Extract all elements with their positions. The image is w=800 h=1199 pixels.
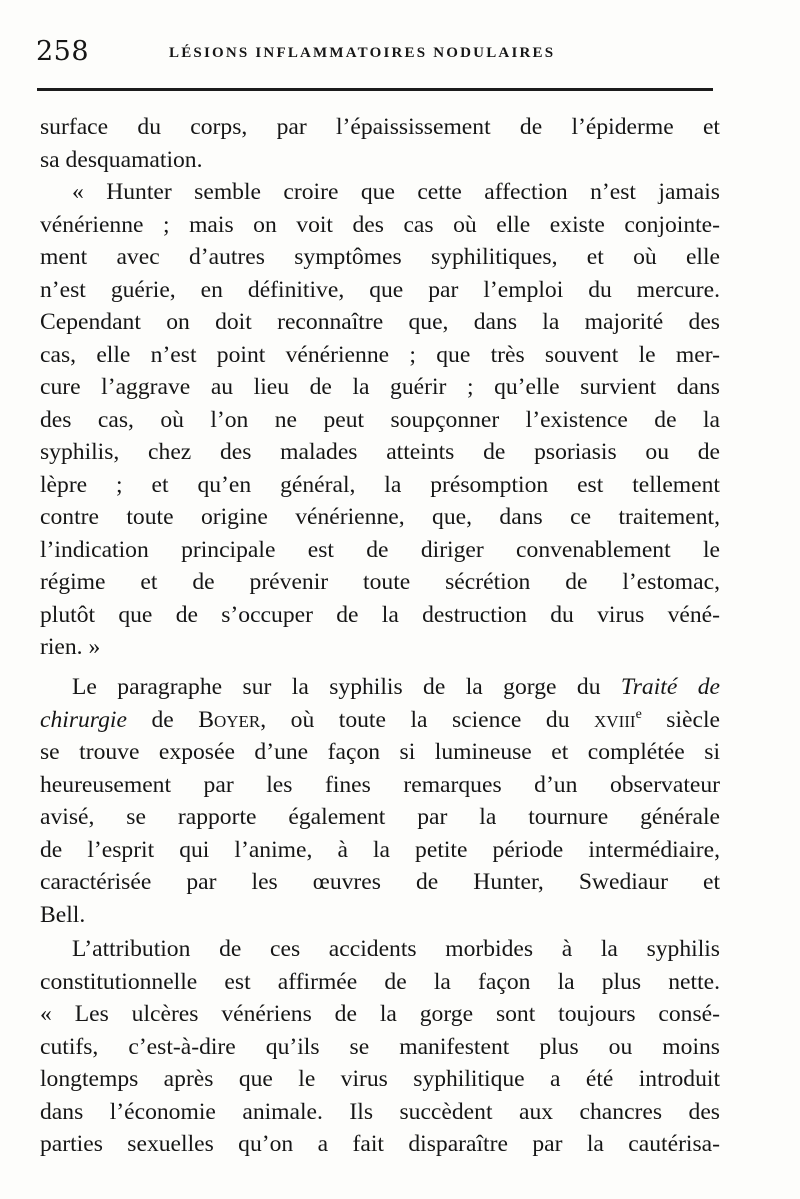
author-name: Boyer — [198, 706, 261, 733]
text-line: heureusement par les fines remarques d’un observateur — [40, 771, 720, 798]
text-line: L’attribution de ces accidents morbides à la syphilis — [72, 936, 720, 962]
text-line: avisé, se rapporte également par la tournure générale — [40, 804, 720, 830]
text-line: ment avec d’autres symptômes syphilitiques, et où elle — [40, 244, 720, 270]
text-line: de l’esprit qui l’anime, à la petite période intermédiaire, — [40, 836, 720, 863]
line-text: de — [126, 706, 199, 733]
text-line: des cas, où l’on ne peut soupçonner l’existence de la — [40, 406, 720, 433]
text-line: n’est guérie, en définitive, que par l’emploi du mercure. — [40, 276, 720, 303]
book-title-italic: Traité de — [620, 674, 720, 700]
text-line: régime et de prévenir toute sécrétion de l’estomac, — [40, 569, 720, 595]
text-line: cure l’aggrave au lieu de la guérir ; qu’elle survient dans — [40, 374, 720, 400]
text-line: contre toute origine vénérienne, que, dans ce traitement, — [40, 504, 720, 530]
text-line: syphilis, chez des malades atteints de psoriasis ou de — [40, 439, 720, 465]
century-numeral: xviii — [594, 706, 636, 733]
text-line: Cependant on doit reconnaître que, dans la majorité des — [40, 309, 720, 335]
text-line: vénérienne ; mais on voit des cas où elle existe conjointe- — [40, 211, 720, 238]
text-line: l’indication principale est de diriger convenablement le — [40, 536, 720, 563]
header-rule — [37, 88, 713, 91]
running-title: LÉSIONS INFLAMMATOIRES NODULAIRES — [169, 45, 556, 61]
text-line — [72, 671, 720, 704]
text-line: surface du corps, par l’épaississement de l’épiderme et — [40, 114, 720, 140]
text-line: longtemps après que le virus syphilitique a été introduit — [40, 1066, 720, 1092]
text-line: « Les ulcères vénériens de la gorge sont toujours consé- — [40, 1001, 720, 1027]
line-text: siècle — [641, 706, 720, 733]
text-line: dans l’économie animale. Ils succèdent aux chancres des — [40, 1098, 720, 1125]
text-line: se trouve exposée d’une façon si lumineuse et complétée si — [40, 739, 720, 765]
text-line: « Hunter semble croire que cette affection n’est jamais — [72, 179, 720, 205]
text-line: lèpre ; et qu’en général, la présomption est tellement — [40, 471, 720, 498]
text-line: Bell. — [40, 901, 86, 928]
text-line: constitutionnelle est affirmée de la façon la plus nette. — [40, 968, 720, 995]
century-superscript: e — [635, 706, 642, 722]
text-line: cutifs, c’est-à-dire qu’ils se manifestent plus ou moins — [40, 1033, 720, 1060]
text-line: rien. » — [40, 634, 101, 660]
text-line: parties sexuelles qu’on a fait disparaître par la cautérisa- — [40, 1131, 720, 1157]
line-text: , où toute la science du — [260, 706, 595, 733]
text-line: cas, elle n’est point vénérienne ; que très souvent le mer- — [40, 341, 720, 368]
text-line: sa desquamation. — [40, 146, 203, 173]
text-line — [40, 704, 720, 737]
line-text: Le paragraphe sur la syphilis de la gorge du — [72, 674, 621, 700]
text-line: plutôt que de s’occuper de la destruction du virus véné- — [40, 601, 720, 628]
book-title-italic: chirurgie — [40, 706, 127, 733]
page-number: 258 — [36, 36, 90, 67]
page-header — [36, 32, 716, 72]
text-line: caractérisée par les œuvres de Hunter, Swediaur et — [40, 869, 720, 895]
